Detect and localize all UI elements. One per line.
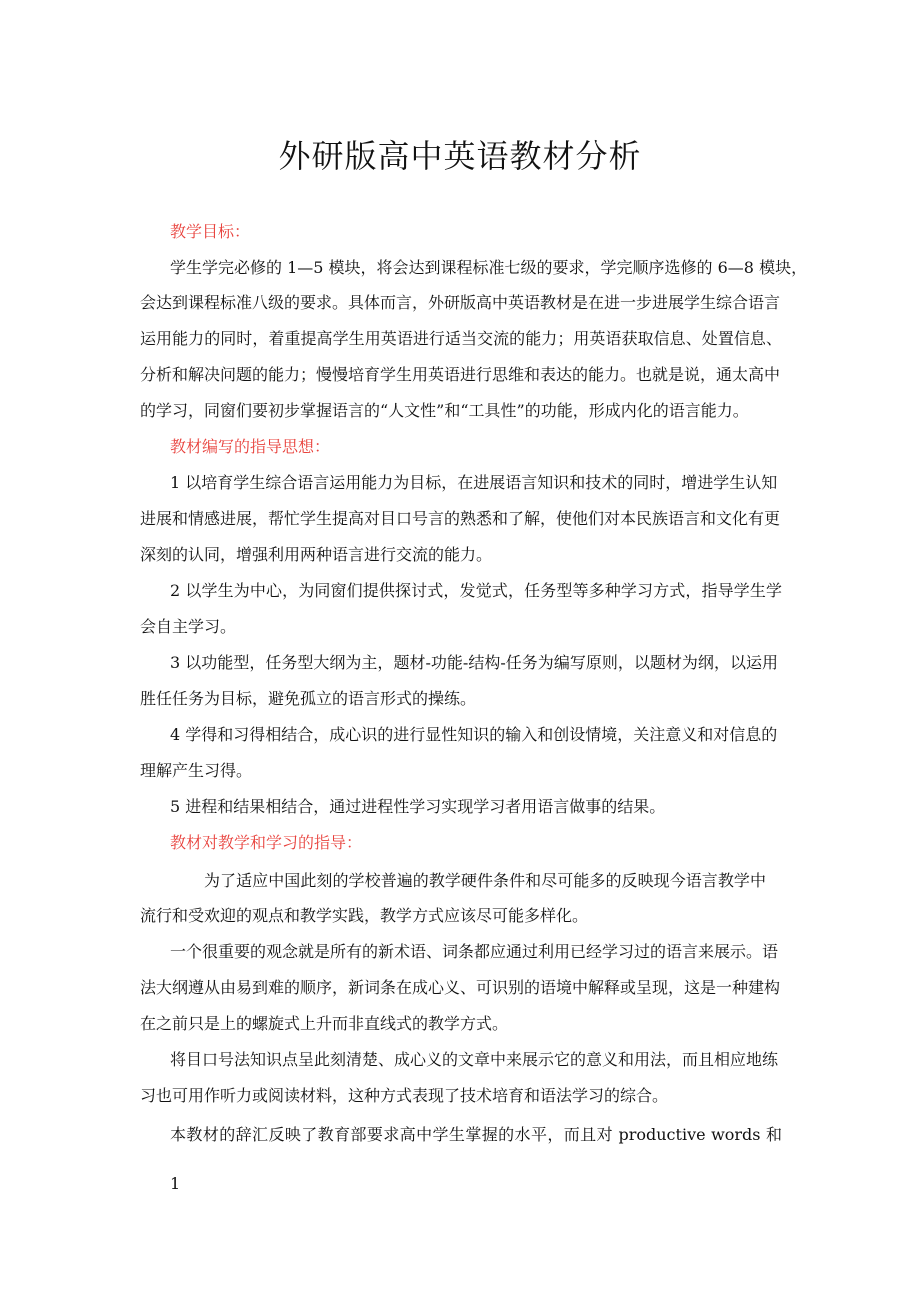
paragraph-line: 的学习，同窗们要初步掌握语言的“人文性”和“工具性”的功能，形成内化的语言能力。 (140, 401, 749, 420)
paragraph-line: 3 以功能型，任务型大纲为主，题材-功能-结构-任务为编写原则，以题材为纲，以运用 (170, 653, 778, 672)
section-heading: 教材对教学和学习的指导： (170, 833, 363, 852)
paragraph-line: 运用能力的同时，着重提高学生用英语进行适当交流的能力；用英语获取信息、处置信息、 (140, 329, 782, 348)
paragraph-line: 4 学得和习得相结合，成心识的进行显性知识的输入和创设情境，关注意义和对信息的 (170, 725, 778, 744)
paragraph-line: 深刻的认同，增强利用两种语言进行交流的能力。 (140, 545, 493, 564)
paragraph-line: 1 以培育学生综合语言运用能力为目标，在进展语言知识和技术的同时，增进学生认知 (170, 473, 778, 492)
section-heading: 教学目标： (170, 222, 251, 241)
page-number: 1 (170, 1174, 181, 1193)
paragraph-line: 理解产生习得。 (140, 761, 253, 780)
paragraph-line: 流行和受欢迎的观点和教学实践，教学方式应该尽可能多样化。 (140, 906, 589, 925)
paragraph-line: 本教材的辞汇反映了教育部要求高中学生掌握的水平，而且对 productive words 和 (170, 1125, 782, 1144)
section-heading: 教材编写的指导思想： (170, 437, 331, 456)
paragraph-line: 将目口号法知识点呈此刻清楚、成心义的文章中来展示它的意义和用法，而且相应地练 (170, 1050, 779, 1069)
paragraph-line: 胜任任务为目标，避免孤立的语言形式的操练。 (140, 689, 477, 708)
paragraph-line: 为了适应中国此刻的学校普遍的教学硬件条件和尽可能多的反映现今语言教学中 (204, 871, 766, 890)
paragraph-line: 分析和解决问题的能力；慢慢培育学生用英语进行思维和表达的能力。也就是说，通太高中 (140, 365, 781, 384)
paragraph-line: 学生学完必修的 1—5 模块，将会达到课程标准七级的要求，学完顺序选修的 6—8 模块， (170, 258, 808, 277)
page-title: 外研版高中英语教材分析 (278, 137, 642, 176)
paragraph-line: 5 进程和结果相结合，通过进程性学习实现学习者用语言做事的结果。 (170, 797, 666, 816)
paragraph-line: 习也可用作听力或阅读材料，这种方式表现了技术培育和语法学习的综合。 (140, 1086, 669, 1105)
paragraph-line: 会达到课程标准八级的要求。具体而言，外研版高中英语教材是在进一步进展学生综合语言 (140, 293, 781, 312)
paragraph-line: 2 以学生为中心，为同窗们提供探讨式，发觉式，任务型等多种学习方式，指导学生学 (170, 581, 782, 600)
paragraph-line: 进展和情感进展，帮忙学生提高对目口号言的熟悉和了解，使他们对本民族语言和文化有更 (140, 509, 781, 528)
paragraph-line: 会自主学习。 (140, 617, 237, 636)
paragraph-line: 一个很重要的观念就是所有的新术语、词条都应通过利用已经学习过的语言来展示。语 (170, 942, 779, 961)
paragraph-line: 在之前只是上的螺旋式上升而非直线式的教学方式。 (140, 1014, 509, 1033)
paragraph-line: 法大纲遵从由易到难的顺序，新词条在成心义、可识别的语境中解释或呈现，这是一种建构 (140, 978, 781, 997)
